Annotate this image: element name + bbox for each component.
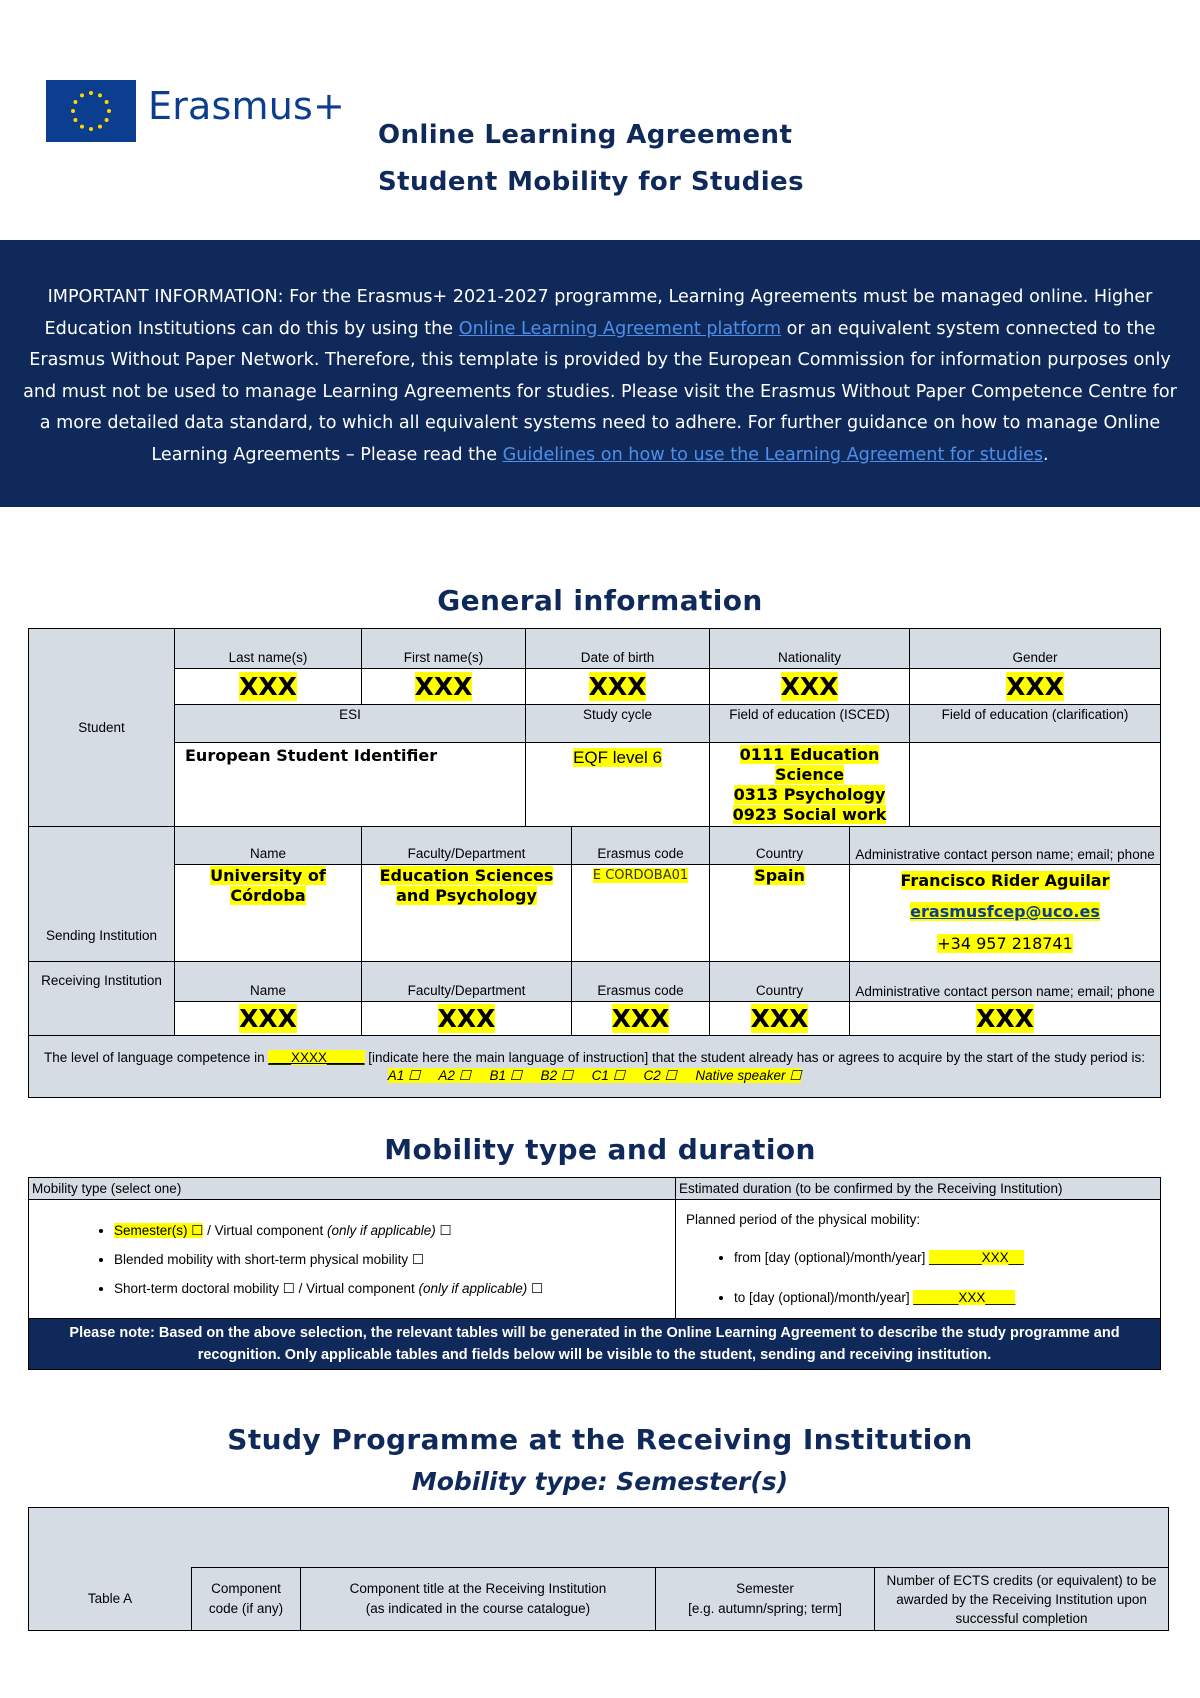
last-name-header: Last name(s) (175, 629, 362, 669)
mobility-type-header: Mobility type (select one) (29, 1178, 676, 1200)
sending-contact-value[interactable] (850, 865, 1161, 962)
nationality-header: Nationality (710, 629, 910, 669)
eu-flag-icon (46, 80, 136, 142)
document-subtitle: Student Mobility for Studies (378, 167, 804, 197)
general-information-heading: General information (437, 584, 763, 617)
receiving-erasmus-code-value[interactable]: XXX (572, 1002, 710, 1036)
planned-period-label: Planned period of the physical mobility: (686, 1212, 921, 1227)
field-of-education-value[interactable]: 0111 Education Science 0313 Psychology 0923 Social work (710, 743, 910, 827)
study-cycle-header: Study cycle (526, 705, 710, 743)
date-of-birth-value[interactable]: XXX (526, 669, 710, 705)
contact-email-link[interactable]: erasmusfcep@uco.es (910, 902, 1100, 921)
from-date-field[interactable]: • from [day (optional)/month/year] _______XXX__ (734, 1238, 1150, 1278)
general-information-table (28, 628, 1161, 1098)
erasmus-logo (46, 80, 346, 142)
sending-name-value[interactable]: University of Córdoba (175, 865, 362, 962)
field-of-education-clarification-value[interactable] (910, 743, 1161, 827)
study-cycle-value[interactable]: EQF level 6 (526, 743, 710, 827)
student-label: Student (29, 629, 175, 827)
field-of-education-header: Field of education (ISCED) (710, 705, 910, 743)
contact-name: Francisco Rider Aguilar (900, 871, 1110, 890)
please-note-banner: Please note: Based on the above selection, the relevant tables will be generated in the Online Learning Agreement to describe the study programme and recognition. Only applicable tables and fields below will be visible to the student, sending and receiving institution. (29, 1319, 1161, 1370)
language-competence-row: The level of language competence in ___XXXX_____ [indicate here the main language of instruction] that the student already has or agrees to acquire by the start of the study period is: A1 ☐ A2 ☐ B1 ☐ B2 ☐ C1 ☐ C2 ☐ Native speaker ☐ (29, 1036, 1161, 1098)
receiving-faculty-value[interactable]: XXX (362, 1002, 572, 1036)
receiving-contact-value[interactable]: XXX (850, 1002, 1161, 1036)
mobility-type-options (29, 1200, 676, 1319)
semester-header: Semester [e.g. autumn/spring; term] (656, 1568, 875, 1631)
option-doctoral-mobility[interactable]: • Short-term doctoral mobility ☐ / Virtual component (only if applicable) ☐ (114, 1274, 672, 1303)
receiving-name-value[interactable]: XXX (175, 1002, 362, 1036)
esi-value[interactable]: European Student Identifier (175, 743, 526, 827)
field-of-education-clarification-header: Field of education (clarification) (910, 705, 1161, 743)
esi-header: ESI (175, 705, 526, 743)
table-a-top-band (29, 1508, 1169, 1568)
mobility-type-subtitle: Mobility type: Semester(s) (411, 1467, 789, 1496)
sending-faculty-value[interactable]: Education Sciences and Psychology (362, 865, 572, 962)
receiving-erasmus-code-header: Erasmus code (572, 962, 710, 1002)
banner-text: or an equivalent system connected to the Erasmus Without Paper Network. Therefore, this template is provided by the European Commission for information purposes only and must not be used to manage Learning Agreements for studies. Please visit the Erasmus Without Paper Competence Centre for a more detailed data standard, to which all equivalent systems need to adhere. For further guidance on how to manage Online Learning Agreements – Please read the (23, 318, 1177, 465)
ects-credits-header: Number of ECTS credits (or equivalent) to be awarded by the Receiving Institution upon successful completion (875, 1568, 1169, 1631)
receiving-country-header: Country (710, 962, 850, 1002)
sending-erasmus-code-header: Erasmus code (572, 827, 710, 865)
receiving-institution-label: Receiving Institution (29, 962, 175, 1036)
document-title: Online Learning Agreement (378, 120, 793, 150)
table-a-label: Table A (29, 1568, 192, 1631)
estimated-duration-header: Estimated duration (to be confirmed by the Receiving Institution) (676, 1178, 1161, 1200)
banner-text: . (1042, 444, 1049, 465)
sending-faculty-header: Faculty/Department (362, 827, 572, 865)
language-level-checkboxes[interactable]: A1 ☐ A2 ☐ B1 ☐ B2 ☐ C1 ☐ C2 ☐ Native speaker ☐ (387, 1067, 802, 1083)
first-name-header: First name(s) (362, 629, 526, 669)
mobility-type-heading: Mobility type and duration (384, 1133, 816, 1166)
gender-value[interactable]: XXX (910, 669, 1161, 705)
component-title-header: Component title at the Receiving Institution (as indicated in the course catalogue) (301, 1568, 656, 1631)
nationality-value[interactable]: XXX (710, 669, 910, 705)
receiving-country-value[interactable]: XXX (710, 1002, 850, 1036)
to-date-field[interactable]: • to [day (optional)/month/year] ______XXX____ (734, 1278, 1150, 1318)
sending-name-header: Name (175, 827, 362, 865)
sending-contact-header: Administrative contact person name; email; phone (850, 827, 1161, 865)
mobility-type-table (28, 1177, 1161, 1370)
gender-header: Gender (910, 629, 1161, 669)
important-information-banner (0, 240, 1200, 507)
sending-country-value[interactable]: Spain (710, 865, 850, 962)
planned-period-cell (676, 1200, 1161, 1319)
contact-phone: +34 957 218741 (937, 934, 1073, 953)
study-programme-heading: Study Programme at the Receiving Institution (227, 1423, 973, 1456)
ola-platform-link[interactable]: Online Learning Agreement platform (458, 318, 782, 339)
erasmus-wordmark: Erasmus+ (148, 84, 346, 128)
banner-text: IMPORTANT INFORMATION: For the Erasmus+ 2021-2027 programme, Learning Agreements must be managed online. Higher Education Institutions can do this by using the (44, 287, 1153, 339)
language-value[interactable]: ___XXXX_____ (268, 1049, 365, 1065)
first-name-value[interactable]: XXX (362, 669, 526, 705)
option-blended-mobility[interactable]: • Blended mobility with short-term physical mobility ☐ (114, 1245, 672, 1274)
receiving-contact-header: Administrative contact person name; email; phone (850, 962, 1161, 1002)
receiving-faculty-header: Faculty/Department (362, 962, 572, 1002)
component-code-header: Component code (if any) (192, 1568, 301, 1631)
last-name-value[interactable]: XXX (175, 669, 362, 705)
date-of-birth-header: Date of birth (526, 629, 710, 669)
sending-country-header: Country (710, 827, 850, 865)
table-a (28, 1507, 1169, 1631)
sending-institution-label: Sending Institution (29, 827, 175, 962)
guidelines-link[interactable]: Guidelines on how to use the Learning Agreement for studies (502, 444, 1043, 465)
option-semester[interactable]: • Semester(s) ☐ / Virtual component (only if applicable) ☐ (114, 1216, 672, 1245)
sending-erasmus-code-value[interactable]: E CORDOBA01 (572, 865, 710, 962)
receiving-name-header: Name (175, 962, 362, 1002)
